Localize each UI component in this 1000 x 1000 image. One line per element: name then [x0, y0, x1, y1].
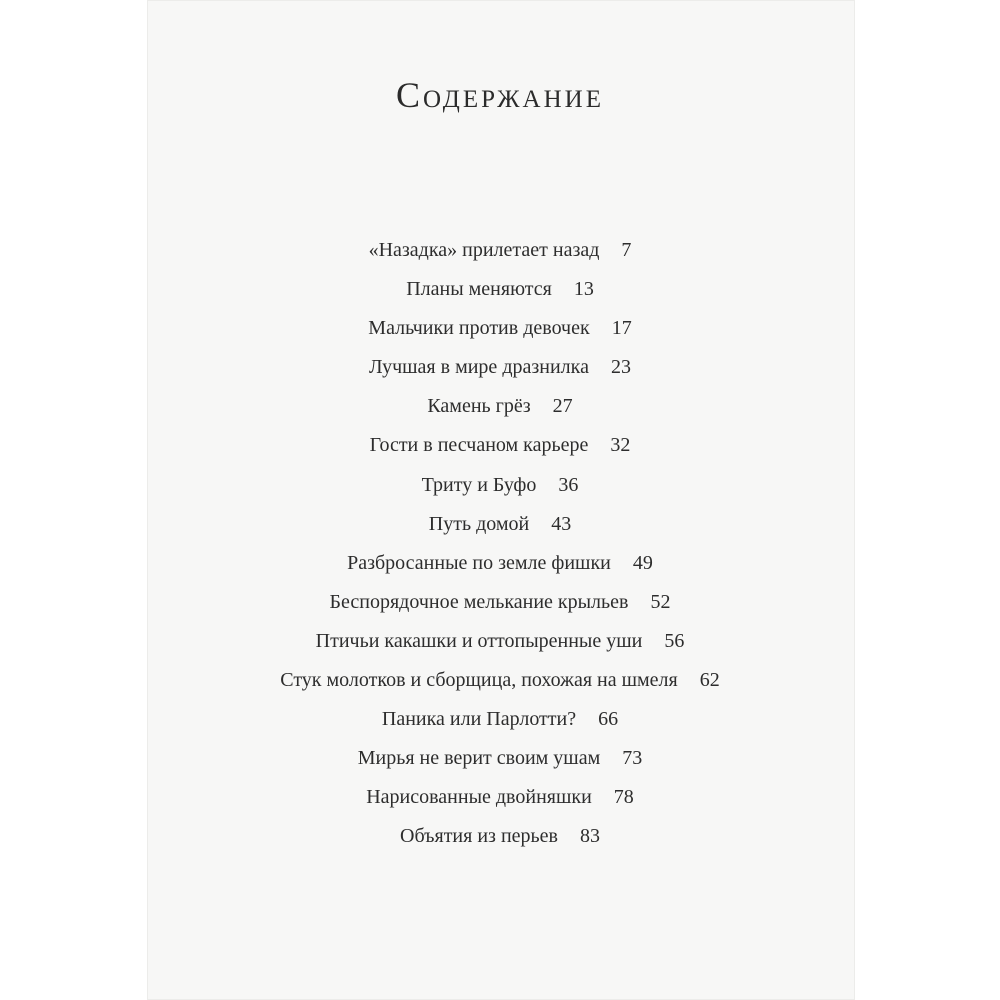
toc-entry [0, 739, 1000, 778]
toc-entry-page: 43 [551, 512, 572, 535]
toc-entry-title: Объятия из перьев [400, 825, 558, 848]
toc-entry-title: Камень грёз [427, 395, 531, 418]
toc-entry [0, 817, 1000, 856]
table-of-contents [0, 231, 1000, 857]
toc-entry-title: Лучшая в мире дразнилка [369, 356, 589, 379]
toc-entry [0, 231, 1000, 270]
toc-entry-title: Гости в песчаном карьере [369, 434, 589, 457]
toc-entry [0, 544, 1000, 583]
toc-entry [0, 661, 1000, 700]
toc-entry [0, 387, 1000, 426]
toc-entry-title: Мирья не верит своим ушам [357, 747, 601, 770]
toc-entry-title: Птичьи какашки и оттопыренные уши [315, 629, 643, 652]
toc-entry-title: Мальчики против девочек [368, 317, 590, 340]
toc-entry-page: 66 [598, 708, 619, 731]
toc-entry [0, 270, 1000, 309]
toc-entry-page: 56 [664, 629, 685, 652]
toc-entry-title: Стук молотков и сборщица, похожая на шмеля [280, 669, 678, 692]
toc-entry-title: Нарисованные двойняшки [366, 786, 592, 809]
toc-entry-page: 17 [611, 317, 632, 340]
toc-entry-title: Триту и Буфо [421, 473, 537, 496]
toc-entry [0, 583, 1000, 622]
toc-entry [0, 348, 1000, 387]
toc-entry-page: 23 [610, 356, 631, 379]
toc-entry-title: Беспорядочное мелькание крыльев [329, 590, 629, 613]
page-title: Содержание [395, 75, 604, 115]
toc-entry [0, 622, 1000, 661]
toc-entry [0, 309, 1000, 348]
toc-entry-page: 32 [610, 434, 631, 457]
toc-entry-page: 7 [621, 239, 632, 261]
toc-entry-page: 36 [558, 473, 579, 496]
toc-entry-page: 27 [552, 395, 573, 418]
toc-entry [0, 505, 1000, 544]
toc-entry [0, 426, 1000, 465]
toc-entry [0, 466, 1000, 505]
toc-entry-page: 73 [622, 747, 643, 770]
toc-entry-page: 49 [632, 551, 653, 574]
toc-entry-title: «Назадка» прилетает назад [368, 239, 600, 261]
toc-entry-title: Путь домой [428, 512, 530, 535]
toc-entry-page: 83 [579, 825, 600, 848]
toc-entry-title: Паника или Парлотти? [381, 708, 577, 731]
toc-entry-page: 78 [613, 786, 634, 809]
toc-entry-page: 13 [573, 278, 594, 301]
toc-entry-page: 62 [699, 669, 720, 692]
toc-entry [0, 778, 1000, 817]
toc-entry [0, 700, 1000, 739]
toc-entry-title: Разбросанные по земле фишки [347, 551, 611, 574]
toc-entry-title: Планы меняются [406, 278, 552, 301]
toc-entry-page: 52 [650, 590, 671, 613]
